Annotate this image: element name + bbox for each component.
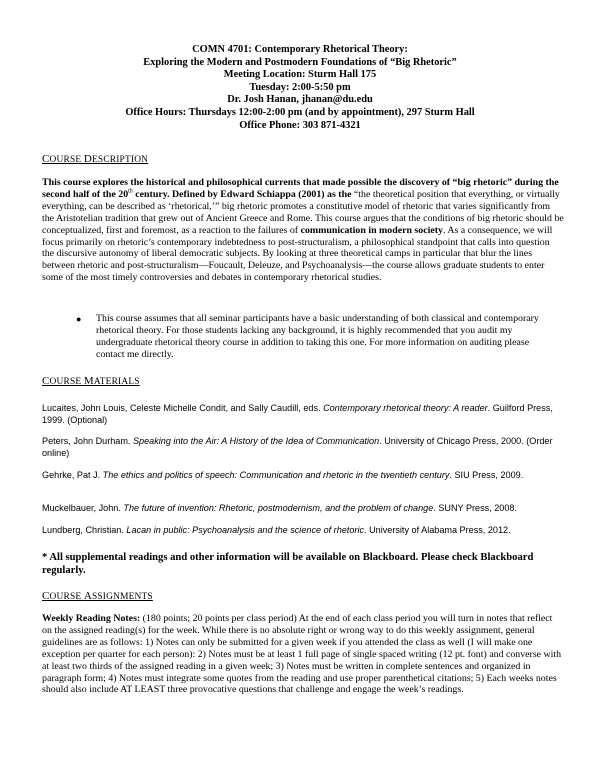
reference-title: Contemporary rhetorical theory: A reader bbox=[323, 403, 488, 413]
reference-title: The ethics and politics of speech: Communication and rhetoric in the twentieth century bbox=[102, 470, 450, 480]
description-bold-communication: communication in modern society bbox=[300, 224, 443, 236]
description-bold-after: century. Defined by Edward Schiappa (2001) as the bbox=[132, 188, 352, 200]
reference-item: Gehrke, Pat J. The ethics and politics of speech: Communication and rhetoric in the twentieth century. SIU Press, 2009. bbox=[42, 470, 524, 480]
reference-item: Muckelbauer, John. The future of invention: Rhetoric, postmodernism, and the problem of change. SUNY Press, 2008. bbox=[42, 503, 518, 513]
reference-item: Lucaites, John Louis, Celeste Michelle Condit, and Sally Caudill, eds. Contemporary rhetorical theory: A reader. Guilford Press, 1999. (Optional) bbox=[42, 403, 553, 425]
course-subtitle: Exploring the Modern and Postmodern Foundations of “Big Rhetoric” bbox=[143, 56, 457, 68]
assignment-label: Weekly Reading Notes: bbox=[42, 613, 141, 624]
meeting-time: Tuesday: 2:00-5:50 pm bbox=[249, 81, 351, 93]
description-body-1: “the theoretical position that everything, or virtually everything, can be described as ‘rhetorical,’” big rhetoric promotes a constitutive model of rhetoric that varies significantly from the Aristotelian tradition that grew out of Ancient Greece and Rome. This course argues that the conditions of big rhetoric should be conceptualized, first and foremost, as a reaction to the failures of bbox=[42, 188, 564, 236]
office-phone: 303 871-4321 bbox=[302, 119, 361, 131]
reference-item: Peters, John Durham. Speaking into the Air: A History of the Idea of Communication. University of Chicago Press, 2000. (Order online) bbox=[42, 436, 553, 458]
bullet-icon: ● bbox=[76, 314, 82, 324]
reference-title: The future of invention: Rhetoric, postmodernism, and the problem of change bbox=[123, 503, 434, 513]
blackboard-note: * All supplemental readings and other information will be available on Blackboard. Please check Blackboard regularly. bbox=[42, 552, 534, 576]
reference-title: Speaking into the Air: A History of the Idea of Communication bbox=[132, 436, 380, 446]
instructor-line bbox=[0, 94, 600, 107]
course-header bbox=[0, 44, 600, 132]
description-bold-intro: This course explores the historical and philosophical currents that made possible the discovery of “big rhetoric” during the second half of the 20 bbox=[42, 177, 559, 200]
meeting-location: Meeting Location: Sturm Hall 175 bbox=[223, 69, 377, 81]
instructor-email-link[interactable]: jhanan@du.edu bbox=[301, 94, 373, 106]
office-phone-label: Office Phone: bbox=[239, 119, 303, 131]
section-heading-description: COURSE DESCRIPTION bbox=[42, 153, 149, 165]
description-paragraph bbox=[42, 177, 564, 284]
reference-title: Lacan in public: Psychoanalysis and the science of rhetoric bbox=[126, 525, 365, 535]
office-phone-line bbox=[0, 120, 600, 133]
section-heading-assignments: COURSE ASSIGNMENTS bbox=[42, 590, 153, 602]
instructor-name: Dr. Josh Hanan, bbox=[227, 94, 302, 106]
course-title: COMN 4701: Contemporary Rhetorical Theory: bbox=[192, 44, 408, 55]
description-sup: th bbox=[128, 188, 133, 195]
assignment-paragraph bbox=[42, 613, 564, 696]
assignment-body: (180 points; 20 points per class period) At the end of each class period you will turn in notes that reflect on the assigned reading(s) for the week. While there is no absolute right or wrong way to do this weekly assignment, general guidelines are as follows: 1) Notes can only be submitted for a given week if you attended the class as well (I will make one exception per quarter for each person): 2) Notes must be at least 1 full page of single spaced writing (12 pt. font) and converse with at least two thirds of the assigned reading in a given week; 3) Notes must be written in complete sentences and organized in paragraph form; 4) Notes must integrate some quotes from the reading and use proper parenthetical citations; 5) Each weeks notes should also include AT LEAST three provocative questions that challenge and engage the week’s readings. bbox=[42, 613, 562, 696]
description-bullet: This course assumes that all seminar participants have a basic understanding of both classical and contemporary rhetorical theory. For those students lacking any background, it is highly recommended that you audit my undergraduate rhetorical theory course in addition to taking this one. For more information on auditing please contact me directly. bbox=[96, 313, 539, 360]
reference-item: Lundberg, Christian. Lacan in public: Psychoanalysis and the science of rhetoric. University of Alabama Press, 2012. bbox=[42, 525, 511, 535]
description-body-2: . As a consequence, we will focus primarily on rhetoric’s contemporary indebtedness to post-structuralism, a philosophical standpoint that calls into question the discursive autonomy of liberal democratic subjects. By looking at three theoretical camps in particular that blur the lines between rhetoric and post-structuralism—Foucault, Deleuze, and Psychoanalysis—the course allows graduate students to enter some of the most timely controversies and debates in contemporary rhetorical studies. bbox=[42, 224, 553, 284]
section-heading-materials: COURSE MATERIALS bbox=[42, 375, 140, 387]
office-hours: Office Hours: Thursdays 12:00-2:00 pm (and by appointment), 297 Sturm Hall bbox=[125, 106, 475, 118]
